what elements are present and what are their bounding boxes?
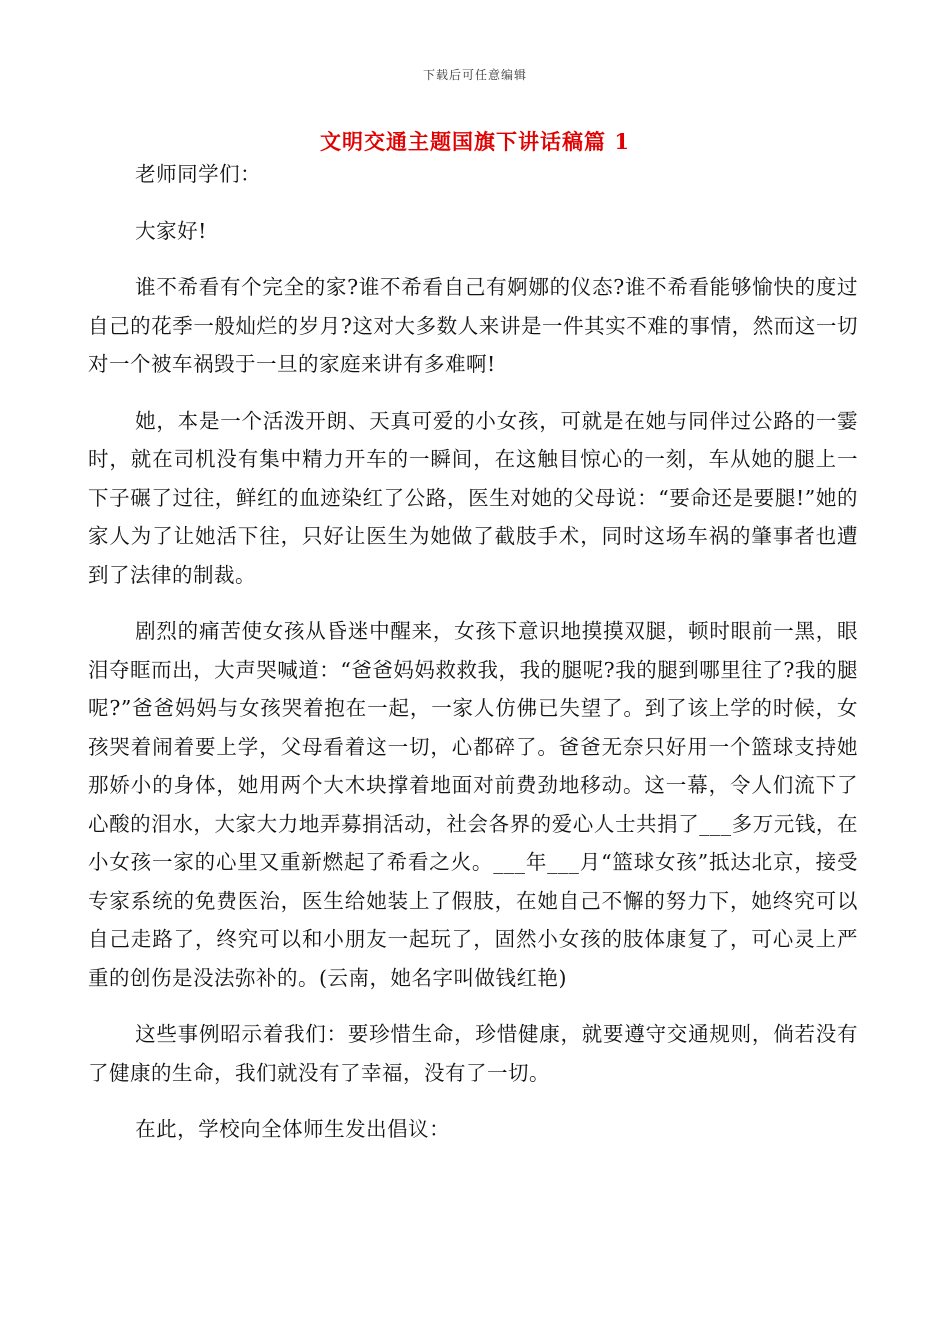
body-paragraph: 在此，学校向全体师生发出倡议： bbox=[135, 1117, 451, 1141]
page-header-note: 下载后可任意编辑 bbox=[422, 68, 527, 82]
document-body bbox=[88, 155, 858, 1167]
body-paragraph: 这些事例昭示着我们：要珍惜生命，珍惜健康，就要遵守交通规则，倘若没有了健康的生命，我们就没有了幸福，没有了一切。 bbox=[88, 1022, 858, 1085]
body-paragraph: 她，本是一个活泼开朗、天真可爱的小女孩，可就是在她与同伴过公路的一霎时，就在司机没有集中精力开车的一瞬间，在这触目惊心的一刻，车从她的腿上一下子碾了过往，鲜红的血迹染红了公路，医生对她的父母说：“要命还是要腿!”她的家人为了让她活下往，只好让医生为她做了截肢手术，同时这场车祸的肇事者也遭到了法律的制裁。 bbox=[88, 408, 858, 587]
document-title: 文明交通主题国旗下讲话稿篇 1 bbox=[320, 129, 630, 154]
body-paragraph: 谁不希看有个完全的家?谁不希看自己有婀娜的仪态?谁不希看能够愉快的度过自己的花季一般灿烂的岁月?这对大多数人来讲是一件其实不难的事情，然而这一切对一个被车祸毁于一旦的家庭来讲有多难啊! bbox=[88, 275, 858, 376]
salutation-paragraph: 老师同学们： bbox=[135, 162, 262, 186]
body-paragraph: 剧烈的痛苦使女孩从昏迷中醒来，女孩下意识地摸摸双腿，顿时眼前一黑，眼泪夺眶而出，大声哭喊道：“爸爸妈妈救救我，我的腿呢?我的腿到哪里往了?我的腿呢?”爸爸妈妈与女孩哭着抱在一起，一家人仿佛已失望了。到了该上学的时候，女孩哭着闹着要上学，父母看着这一切，心都碎了。爸爸无奈只好用一个篮球支持她那娇小的身体，她用两个大木块撑着地面对前费劲地移动。这一幕，令人们流下了心酸的泪水，大家大力地弄募捐活动，社会各界的爱心人士共捐了___多万元钱，在小女孩一家的心里又重新燃起了希看之火。___年___月“篮球女孩”抵达北京，接受专家系统的免费医治，医生给她装上了假肢，在她自己不懈的努力下，她终究可以自己走路了，终究可以和小朋友一起玩了，固然小女孩的肢体康复了，可心灵上严重的创伤是没法弥补的。(云南，她名字叫做钱红艳) bbox=[88, 619, 858, 990]
greeting-paragraph: 大家好! bbox=[135, 218, 207, 243]
